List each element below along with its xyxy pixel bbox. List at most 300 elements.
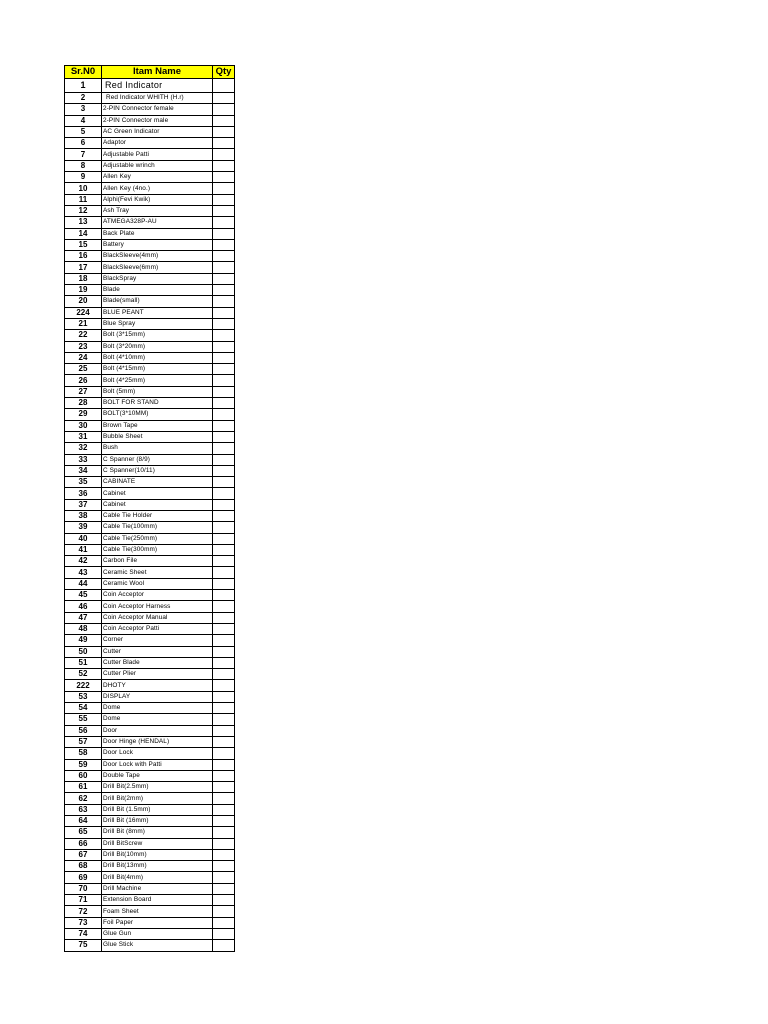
item-name-cell[interactable]: Corner: [102, 635, 213, 646]
sr-cell[interactable]: 58: [65, 748, 102, 759]
item-name-cell[interactable]: Bolt (3*15mm): [102, 330, 213, 341]
item-name-cell[interactable]: Cable Tie(300mm): [102, 544, 213, 555]
table-row: [65, 115, 235, 126]
sr-cell[interactable]: 54: [65, 703, 102, 714]
table-row: [65, 816, 235, 827]
qty-cell[interactable]: [213, 431, 235, 442]
sr-cell[interactable]: 28: [65, 398, 102, 409]
sr-cell[interactable]: 8: [65, 160, 102, 171]
sr-cell[interactable]: 36: [65, 488, 102, 499]
item-name-cell[interactable]: Cable Tie Holder: [102, 510, 213, 521]
table-row: [65, 578, 235, 589]
sr-cell[interactable]: 15: [65, 239, 102, 250]
item-name-cell[interactable]: C Spanner(10/11): [102, 465, 213, 476]
table-row: [65, 612, 235, 623]
item-name-cell[interactable]: Cable Tie(100mm): [102, 522, 213, 533]
qty-cell[interactable]: [213, 307, 235, 318]
item-name-cell[interactable]: Cutter Blade: [102, 657, 213, 668]
qty-cell[interactable]: [213, 895, 235, 906]
qty-cell[interactable]: [213, 330, 235, 341]
table-row: [65, 917, 235, 928]
item-name-cell[interactable]: CABINATE: [102, 477, 213, 488]
table-row: [65, 872, 235, 883]
sr-cell[interactable]: 14: [65, 228, 102, 239]
item-name-cell[interactable]: Extension Board: [102, 895, 213, 906]
qty-cell[interactable]: [213, 736, 235, 747]
table-row: [65, 183, 235, 194]
item-name-cell[interactable]: ATMEGA328P-AU: [102, 217, 213, 228]
item-name-cell[interactable]: Back Plate: [102, 228, 213, 239]
sr-cell[interactable]: 57: [65, 736, 102, 747]
item-name-cell[interactable]: Coin Acceptor Harness: [102, 601, 213, 612]
sr-cell[interactable]: 34: [65, 465, 102, 476]
sr-cell[interactable]: 32: [65, 443, 102, 454]
item-name-cell[interactable]: Ash Tray: [102, 205, 213, 216]
item-name-cell[interactable]: Coin Acceptor: [102, 590, 213, 601]
item-name-cell[interactable]: 2-PIN Connector male: [102, 115, 213, 126]
sr-cell[interactable]: 39: [65, 522, 102, 533]
sr-cell[interactable]: 23: [65, 341, 102, 352]
sr-cell[interactable]: 43: [65, 567, 102, 578]
table-row: [65, 262, 235, 273]
sr-cell[interactable]: 20: [65, 296, 102, 307]
sr-cell[interactable]: 222: [65, 680, 102, 691]
item-name-cell[interactable]: Bolt (4*15mm): [102, 364, 213, 375]
item-name-cell[interactable]: Drill BitScrew: [102, 838, 213, 849]
qty-cell[interactable]: [213, 872, 235, 883]
qty-cell[interactable]: [213, 782, 235, 793]
sr-cell[interactable]: 1: [65, 79, 102, 93]
table-row: [65, 160, 235, 171]
item-name-cell[interactable]: Blade(small): [102, 296, 213, 307]
sr-cell[interactable]: 49: [65, 635, 102, 646]
sr-cell[interactable]: 67: [65, 849, 102, 860]
item-name-cell[interactable]: DISPLAY: [102, 691, 213, 702]
table-row: [65, 669, 235, 680]
table-row: [65, 601, 235, 612]
qty-cell[interactable]: [213, 714, 235, 725]
qty-cell[interactable]: [213, 262, 235, 273]
table-row: [65, 285, 235, 296]
item-name-cell[interactable]: Bush: [102, 443, 213, 454]
table-row: [65, 126, 235, 137]
header-sr-no[interactable]: Sr.N0: [65, 66, 102, 79]
item-name-cell[interactable]: Drill Bit(4mm): [102, 872, 213, 883]
item-name-cell[interactable]: BOLT(3*10MM): [102, 409, 213, 420]
item-name-cell[interactable]: Allen Key: [102, 172, 213, 183]
qty-cell[interactable]: [213, 115, 235, 126]
qty-cell[interactable]: [213, 93, 235, 104]
qty-cell[interactable]: [213, 646, 235, 657]
sr-cell[interactable]: 41: [65, 544, 102, 555]
table-row: [65, 849, 235, 860]
qty-cell[interactable]: [213, 917, 235, 928]
qty-cell[interactable]: [213, 657, 235, 668]
sr-cell[interactable]: 40: [65, 533, 102, 544]
item-name-cell[interactable]: Brown Tape: [102, 420, 213, 431]
qty-cell[interactable]: [213, 601, 235, 612]
sr-cell[interactable]: 22: [65, 330, 102, 341]
item-name-cell[interactable]: Dome: [102, 714, 213, 725]
qty-cell[interactable]: [213, 510, 235, 521]
table-row: [65, 443, 235, 454]
item-name-cell[interactable]: AC Green Indicator: [102, 126, 213, 137]
item-name-cell[interactable]: Cutter: [102, 646, 213, 657]
qty-cell[interactable]: [213, 849, 235, 860]
qty-cell[interactable]: [213, 499, 235, 510]
table-row: [65, 623, 235, 634]
qty-cell[interactable]: [213, 172, 235, 183]
item-name-cell[interactable]: Allen Key (4no.): [102, 183, 213, 194]
sr-cell[interactable]: 4: [65, 115, 102, 126]
qty-cell[interactable]: [213, 104, 235, 115]
sr-cell[interactable]: 18: [65, 273, 102, 284]
table-row: [65, 940, 235, 951]
table-row: [65, 93, 235, 104]
sr-cell[interactable]: 6: [65, 138, 102, 149]
item-name-cell[interactable]: Cutter Plier: [102, 669, 213, 680]
qty-cell[interactable]: [213, 725, 235, 736]
qty-cell[interactable]: [213, 669, 235, 680]
table-row: [65, 703, 235, 714]
sr-cell[interactable]: 21: [65, 318, 102, 329]
sr-cell[interactable]: 7: [65, 149, 102, 160]
qty-cell[interactable]: [213, 804, 235, 815]
item-name-cell[interactable]: Drill Bit(2mm): [102, 793, 213, 804]
header-item-name[interactable]: Itam Name: [102, 66, 213, 79]
item-name-cell[interactable]: 2-PIN Connector female: [102, 104, 213, 115]
sr-cell[interactable]: 51: [65, 657, 102, 668]
qty-cell[interactable]: [213, 420, 235, 431]
item-name-cell[interactable]: Cabinet: [102, 488, 213, 499]
table-row: [65, 635, 235, 646]
qty-cell[interactable]: [213, 398, 235, 409]
inventory-table: [64, 65, 235, 952]
sr-cell[interactable]: 59: [65, 759, 102, 770]
sr-cell[interactable]: 27: [65, 386, 102, 397]
item-name-cell[interactable]: Bolt (4*10mm): [102, 352, 213, 363]
sr-cell[interactable]: 11: [65, 194, 102, 205]
sr-cell[interactable]: 63: [65, 804, 102, 815]
qty-cell[interactable]: [213, 183, 235, 194]
item-name-cell[interactable]: Blue Spray: [102, 318, 213, 329]
table-row: [65, 205, 235, 216]
qty-cell[interactable]: [213, 79, 235, 93]
item-name-cell[interactable]: Bolt (5mm): [102, 386, 213, 397]
qty-cell[interactable]: [213, 816, 235, 827]
qty-cell[interactable]: [213, 590, 235, 601]
qty-cell[interactable]: [213, 149, 235, 160]
item-name-cell[interactable]: Adjustable wrinch: [102, 160, 213, 171]
sr-cell[interactable]: 16: [65, 251, 102, 262]
item-name-cell[interactable]: Ceramic Wool: [102, 578, 213, 589]
table-row: [65, 488, 235, 499]
qty-cell[interactable]: [213, 205, 235, 216]
table-row: [65, 714, 235, 725]
item-name-cell[interactable]: Adjustable Patti: [102, 149, 213, 160]
qty-cell[interactable]: [213, 160, 235, 171]
qty-cell[interactable]: [213, 488, 235, 499]
item-name-cell[interactable]: Cabinet: [102, 499, 213, 510]
qty-cell[interactable]: [213, 623, 235, 634]
table-row: [65, 465, 235, 476]
table-row: [65, 420, 235, 431]
table-row: [65, 590, 235, 601]
qty-cell[interactable]: [213, 352, 235, 363]
qty-cell[interactable]: [213, 341, 235, 352]
qty-cell[interactable]: [213, 217, 235, 228]
item-name-cell[interactable]: Bolt (3*20mm): [102, 341, 213, 352]
qty-cell[interactable]: [213, 375, 235, 386]
qty-cell[interactable]: [213, 578, 235, 589]
item-name-cell[interactable]: Bubble Sheet: [102, 431, 213, 442]
qty-cell[interactable]: [213, 691, 235, 702]
table-row: [65, 736, 235, 747]
qty-cell[interactable]: [213, 285, 235, 296]
item-name-cell[interactable]: Foil Paper: [102, 917, 213, 928]
item-name-cell[interactable]: Door: [102, 725, 213, 736]
sr-cell[interactable]: 25: [65, 364, 102, 375]
sr-cell[interactable]: 65: [65, 827, 102, 838]
table-row: [65, 194, 235, 205]
sr-cell[interactable]: 5: [65, 126, 102, 137]
sr-cell[interactable]: 52: [65, 669, 102, 680]
item-name-cell[interactable]: Drill Bit (1.5mm): [102, 804, 213, 815]
table-row: [65, 680, 235, 691]
table-row: [65, 398, 235, 409]
sr-cell[interactable]: 9: [65, 172, 102, 183]
qty-cell[interactable]: [213, 273, 235, 284]
table-row: [65, 861, 235, 872]
qty-cell[interactable]: [213, 522, 235, 533]
table-row: [65, 307, 235, 318]
qty-cell[interactable]: [213, 793, 235, 804]
table-row: [65, 748, 235, 759]
sr-cell[interactable]: 73: [65, 917, 102, 928]
qty-cell[interactable]: [213, 680, 235, 691]
sr-cell[interactable]: 24: [65, 352, 102, 363]
table-row: [65, 364, 235, 375]
sr-cell[interactable]: 33: [65, 454, 102, 465]
item-name-cell[interactable]: BLUE PEANT: [102, 307, 213, 318]
qty-cell[interactable]: [213, 364, 235, 375]
sr-cell[interactable]: 12: [65, 205, 102, 216]
item-name-cell[interactable]: Drill Machine: [102, 883, 213, 894]
table-row: [65, 273, 235, 284]
sr-cell[interactable]: 29: [65, 409, 102, 420]
item-name-cell[interactable]: BlackSleeve(6mm): [102, 262, 213, 273]
table-row: [65, 793, 235, 804]
item-name-cell[interactable]: Bolt (4*25mm): [102, 375, 213, 386]
qty-cell[interactable]: [213, 465, 235, 476]
table-row: [65, 104, 235, 115]
sr-cell[interactable]: 71: [65, 895, 102, 906]
table-row: [65, 79, 235, 93]
item-name-cell[interactable]: Drill Bit(10mm): [102, 849, 213, 860]
table-row: [65, 477, 235, 488]
item-name-cell[interactable]: C Spanner (8/9): [102, 454, 213, 465]
item-name-cell[interactable]: Battery: [102, 239, 213, 250]
qty-cell[interactable]: [213, 759, 235, 770]
qty-cell[interactable]: [213, 861, 235, 872]
table-row: [65, 533, 235, 544]
sr-cell[interactable]: 47: [65, 612, 102, 623]
sr-cell[interactable]: 66: [65, 838, 102, 849]
qty-cell[interactable]: [213, 703, 235, 714]
item-name-cell[interactable]: Double Tape: [102, 770, 213, 781]
sr-cell[interactable]: 31: [65, 431, 102, 442]
item-name-cell[interactable]: Red Indicator WHITH (H.r): [102, 93, 213, 104]
item-name-cell[interactable]: Glue Gun: [102, 928, 213, 939]
sr-cell[interactable]: 61: [65, 782, 102, 793]
sr-cell[interactable]: 37: [65, 499, 102, 510]
table-row: [65, 228, 235, 239]
item-name-cell[interactable]: Door Hinge (HENDAL): [102, 736, 213, 747]
qty-cell[interactable]: [213, 533, 235, 544]
item-name-cell[interactable]: Dome: [102, 703, 213, 714]
qty-cell[interactable]: [213, 251, 235, 262]
item-name-cell[interactable]: BlackSpray: [102, 273, 213, 284]
sr-cell[interactable]: 26: [65, 375, 102, 386]
table-row: [65, 251, 235, 262]
table-row: [65, 770, 235, 781]
qty-cell[interactable]: [213, 296, 235, 307]
qty-cell[interactable]: [213, 228, 235, 239]
sr-cell[interactable]: 74: [65, 928, 102, 939]
qty-cell[interactable]: [213, 748, 235, 759]
item-name-cell[interactable]: Drill Bit(13mm): [102, 861, 213, 872]
table-row: [65, 296, 235, 307]
sr-cell[interactable]: 44: [65, 578, 102, 589]
qty-cell[interactable]: [213, 567, 235, 578]
sr-cell[interactable]: 56: [65, 725, 102, 736]
sr-cell[interactable]: 19: [65, 285, 102, 296]
qty-cell[interactable]: [213, 635, 235, 646]
sr-cell[interactable]: 72: [65, 906, 102, 917]
table-row: [65, 239, 235, 250]
sr-cell[interactable]: 10: [65, 183, 102, 194]
header-qty[interactable]: Qty: [213, 66, 235, 79]
table-row: [65, 759, 235, 770]
table-row: [65, 522, 235, 533]
table-row: [65, 431, 235, 442]
item-name-cell[interactable]: Drill Bit (8mm): [102, 827, 213, 838]
sr-cell[interactable]: 30: [65, 420, 102, 431]
sr-cell[interactable]: 35: [65, 477, 102, 488]
item-name-cell[interactable]: BlackSleeve(4mm): [102, 251, 213, 262]
item-name-cell[interactable]: Coin Acceptor Patti: [102, 623, 213, 634]
item-name-cell[interactable]: Ceramic Sheet: [102, 567, 213, 578]
sr-cell[interactable]: 42: [65, 556, 102, 567]
sr-cell[interactable]: 2: [65, 93, 102, 104]
sr-cell[interactable]: 70: [65, 883, 102, 894]
qty-cell[interactable]: [213, 838, 235, 849]
table-row: [65, 499, 235, 510]
item-name-cell[interactable]: Drill Bit(2.5mm): [102, 782, 213, 793]
item-name-cell[interactable]: Drill Bit (16mm): [102, 816, 213, 827]
table-row: [65, 646, 235, 657]
sr-cell[interactable]: 69: [65, 872, 102, 883]
sr-cell[interactable]: 13: [65, 217, 102, 228]
sr-cell[interactable]: 38: [65, 510, 102, 521]
table-row: [65, 782, 235, 793]
table-row: [65, 883, 235, 894]
item-name-cell[interactable]: Cable Tie(250mm): [102, 533, 213, 544]
item-name-cell[interactable]: Door Lock with Patti: [102, 759, 213, 770]
table-row: [65, 838, 235, 849]
table-row: [65, 928, 235, 939]
qty-cell[interactable]: [213, 239, 235, 250]
qty-cell[interactable]: [213, 194, 235, 205]
table-row: [65, 906, 235, 917]
sr-cell[interactable]: 53: [65, 691, 102, 702]
sr-cell[interactable]: 224: [65, 307, 102, 318]
qty-cell[interactable]: [213, 940, 235, 951]
sr-cell[interactable]: 75: [65, 940, 102, 951]
sr-cell[interactable]: 46: [65, 601, 102, 612]
item-name-cell[interactable]: BOLT FOR STAND: [102, 398, 213, 409]
qty-cell[interactable]: [213, 138, 235, 149]
sr-cell[interactable]: 48: [65, 623, 102, 634]
item-name-cell[interactable]: Coin Acceptor Manual: [102, 612, 213, 623]
qty-cell[interactable]: [213, 477, 235, 488]
item-name-cell[interactable]: Carbon File: [102, 556, 213, 567]
sr-cell[interactable]: 50: [65, 646, 102, 657]
item-name-cell[interactable]: Adaptor: [102, 138, 213, 149]
qty-cell[interactable]: [213, 318, 235, 329]
sr-cell[interactable]: 62: [65, 793, 102, 804]
qty-cell[interactable]: [213, 612, 235, 623]
table-row: [65, 510, 235, 521]
qty-cell[interactable]: [213, 409, 235, 420]
qty-cell[interactable]: [213, 544, 235, 555]
sr-cell[interactable]: 64: [65, 816, 102, 827]
sr-cell[interactable]: 55: [65, 714, 102, 725]
table-row: [65, 217, 235, 228]
qty-cell[interactable]: [213, 126, 235, 137]
table-row: [65, 691, 235, 702]
item-name-cell[interactable]: Foam Sheet: [102, 906, 213, 917]
table-row: [65, 409, 235, 420]
sr-cell[interactable]: 17: [65, 262, 102, 273]
qty-cell[interactable]: [213, 443, 235, 454]
item-name-cell[interactable]: Door Lock: [102, 748, 213, 759]
table-row: [65, 454, 235, 465]
table-row: [65, 657, 235, 668]
item-name-cell[interactable]: Blade: [102, 285, 213, 296]
sr-cell[interactable]: 3: [65, 104, 102, 115]
sr-cell[interactable]: 45: [65, 590, 102, 601]
item-name-cell[interactable]: Glue Stick: [102, 940, 213, 951]
item-name-cell[interactable]: DHOTY: [102, 680, 213, 691]
table-row: [65, 827, 235, 838]
sr-cell[interactable]: 68: [65, 861, 102, 872]
item-name-cell[interactable]: Red Indicator: [102, 79, 213, 93]
item-name-cell[interactable]: Alphi(Fevi Kwik): [102, 194, 213, 205]
qty-cell[interactable]: [213, 454, 235, 465]
table-row: [65, 149, 235, 160]
sr-cell[interactable]: 60: [65, 770, 102, 781]
table-row: [65, 352, 235, 363]
qty-cell[interactable]: [213, 556, 235, 567]
qty-cell[interactable]: [213, 883, 235, 894]
qty-cell[interactable]: [213, 906, 235, 917]
qty-cell[interactable]: [213, 827, 235, 838]
table-row: [65, 567, 235, 578]
qty-cell[interactable]: [213, 770, 235, 781]
qty-cell[interactable]: [213, 386, 235, 397]
qty-cell[interactable]: [213, 928, 235, 939]
